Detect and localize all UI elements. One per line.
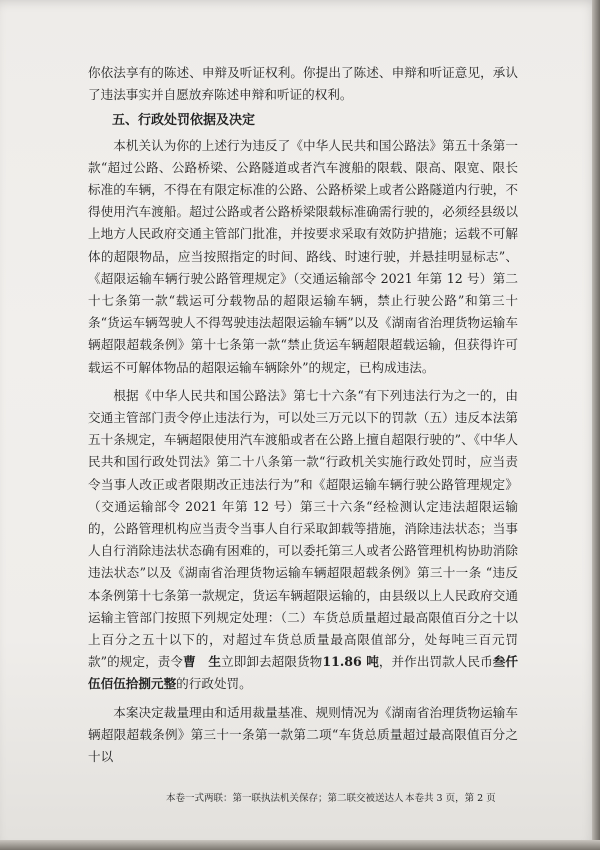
penalty-text-b: 立即卸去超限货物 [221,654,323,670]
party-name: 曹 生 [183,654,222,670]
fine-amount: 叁仟伍佰伍拾捌元整 [88,654,519,692]
page-bottom-edge [0,840,600,850]
footer-copies-note: 本卷一式两联：第一联执法机关保存；第二联交被送达人 [166,793,404,804]
penalty-text-d: 的行政处罚。 [176,676,252,692]
paragraph-violation: 本机关认为你的上述行为违反了《中华人民共和国公路法》第五十条第一款“超过公路、公路桥梁、公路隧道或者汽车渡船的限载、限高、限宽、限长标准的车辆，不得在有限定标准的公路、公路桥梁上或者公路隧道内行驶，不得使用汽车渡船。超过公路或者公路桥梁限载标准确需行驶的，必须经县级以上地方人民政府交通主管部门批准，并按要求采取有效防护措施；运载不可解体的超限物品，应当按照指定的时间、路线、时速行驶，并悬挂明显标志”、《超限运输车辆行驶公路管理规定》（交通运输部令 2021 年第 12 号）第二十七条第一款“载运可分载物品的超限运输车辆，禁止行驶公路”和第三十条“货运车辆驾驶人不得驾驶违法超限运输车辆”以及《湖南省治理货物运输车辆超限超载条例》第十七条第一款“禁止货运车辆超限超载运输，但获得许可载运不可解体物品的超限运输车辆除外”的规定，已构成违法。 [88,137,518,375]
overload-weight: 11.86 吨 [322,654,379,670]
section-heading: 五、行政处罚依据及决定 [112,113,256,129]
paragraph-rights: 你依法享有的陈述、申辩及听证权利。你提出了陈述、申辩和听证意见，承认了违法事实并自愿放弃陈述申辩和听证的权利。 [88,65,518,103]
page-edge-shadow [592,0,600,850]
footer-page-number: 本卷共 3 页，第 2 页 [405,793,496,804]
paragraph-discretion: 本案决定裁量理由和适用裁量基准、规则情况为《湖南省治理货物运输车辆超限超载条例》第三十一条第一款第二项“车货总质量超过最高限值百分之十以 [88,704,518,765]
penalty-text-c: ，并作出罚款人民币 [378,654,493,670]
document-body [88,62,518,768]
paragraph-penalty-basis [88,385,518,696]
penalty-basis-text: 根据《中华人民共和国公路法》第七十六条“有下列违法行为之一的，由交通主管部门责令停止违法行为，可以处三万元以下的罚款（五）违反本法第五十条规定，车辆超限使用汽车渡船或者在公路上擅自超限行驶的”、《中华人民共和国行政处罚法》第二十八条第一款“行政机关实施行政处罚时，应当责令当事人改正或者限期改正违法行为”和《超限运输车辆行驶公路管理规定》（交通运输部令 2021 年第 12 号）第三十六条“经检测认定违法超限运输的，公路管理机构应当责令当事人自行采取卸载等措施，消除违法状态；当事人自行消除违法状态确有困难的，可以委托第三人或者公路管理机构协助消除违法状态”以及《湖南省治理货物运输车辆超限超载条例》第三十一条 “违反本条例第十七条第一款规定，货运车辆超限运输的，由县级以上人民政府交通运输主管部门按照下列规定处理：（二）车货总质量超过最高限值百分之十以上百分之五十以下的，对超过车货总质量最高限值部分，处每吨三百元罚款”的规定，责令 [88,387,518,670]
